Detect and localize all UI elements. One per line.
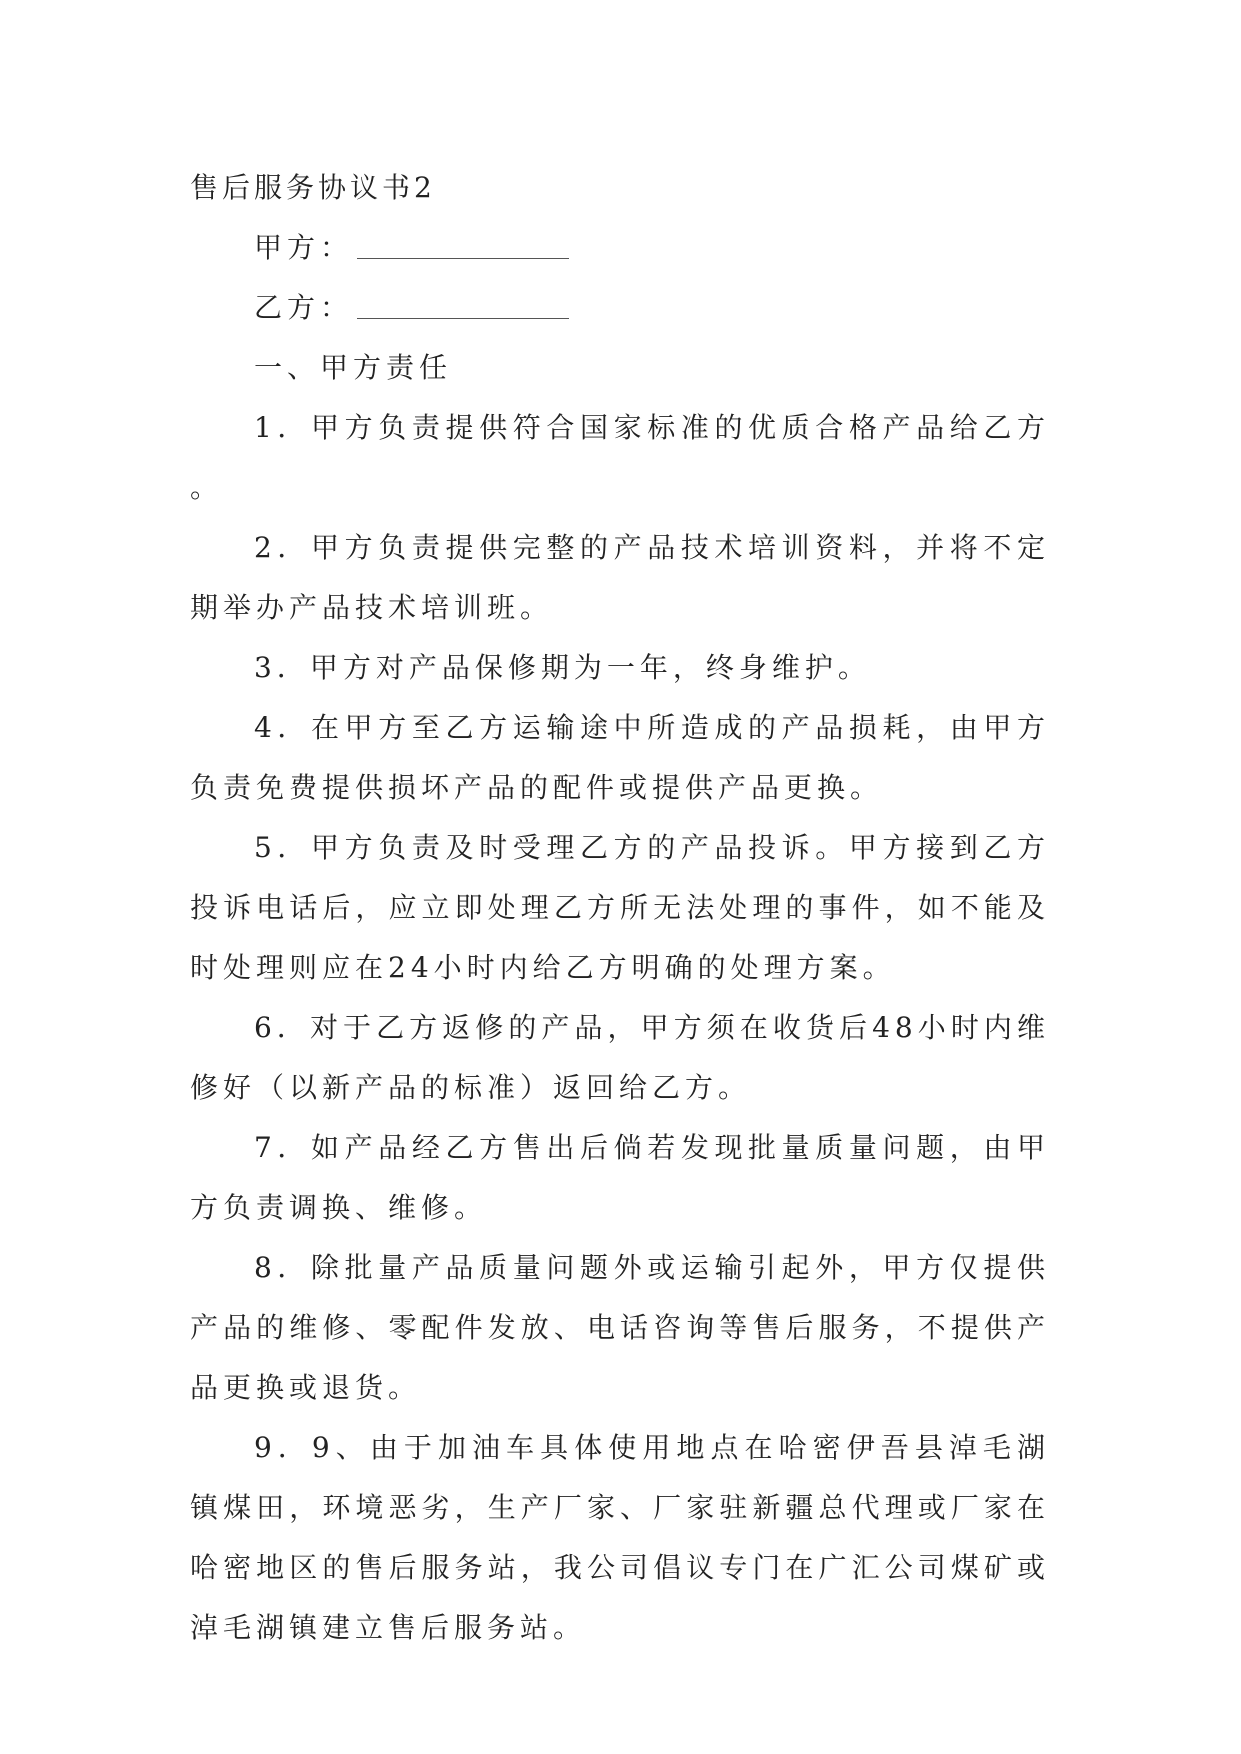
- clause-5: 5．甲方负责及时受理乙方的产品投诉。甲方接到乙方投诉电话后，应立即处理乙方所无法处理的事件，如不能及时处理则应在24小时内给乙方明确的处理方案。: [190, 831, 1050, 984]
- clause-2: 2．甲方负责提供完整的产品技术培训资料，并将不定期举办产品技术培训班。: [190, 531, 1050, 624]
- party-b-line: [190, 278, 1050, 338]
- document-title: 售后服务协议书2: [190, 171, 436, 204]
- party-b-label: 乙方：: [254, 291, 354, 324]
- clause-7: 7．如产品经乙方售出后倘若发现批量质量问题，由甲方负责调换、维修。: [190, 1131, 1050, 1224]
- clause-9: 9．9、由于加油车具体使用地点在哈密伊吾县淖毛湖镇煤田，环境恶劣，生产厂家、厂家驻新疆总代理或厂家在哈密地区的售后服务站，我公司倡议专门在广汇公司煤矿或淖毛湖镇建立售后服务站。: [190, 1431, 1050, 1644]
- clause-1: 1．甲方负责提供符合国家标准的优质合格产品给乙方。: [190, 411, 1050, 504]
- party-a-line: [190, 218, 1050, 278]
- clause-6: 6．对于乙方返修的产品，甲方须在收货后48小时内维修好（以新产品的标准）返回给乙方。: [190, 1011, 1050, 1104]
- clause-8: 8．除批量产品质量问题外或运输引起外，甲方仅提供产品的维修、零配件发放、电话咨询等售后服务，不提供产品更换或退货。: [190, 1251, 1050, 1404]
- party-b-blank: [357, 290, 569, 319]
- document-body: [190, 158, 1050, 1658]
- clause-3: 3．甲方对产品保修期为一年，终身维护。: [254, 651, 871, 684]
- section-heading: 一、甲方责任: [254, 351, 453, 384]
- clause-4: 4．在甲方至乙方运输途中所造成的产品损耗，由甲方负责免费提供损坏产品的配件或提供产品更换。: [190, 711, 1050, 804]
- party-a-label: 甲方：: [254, 231, 354, 264]
- party-a-blank: [357, 230, 569, 259]
